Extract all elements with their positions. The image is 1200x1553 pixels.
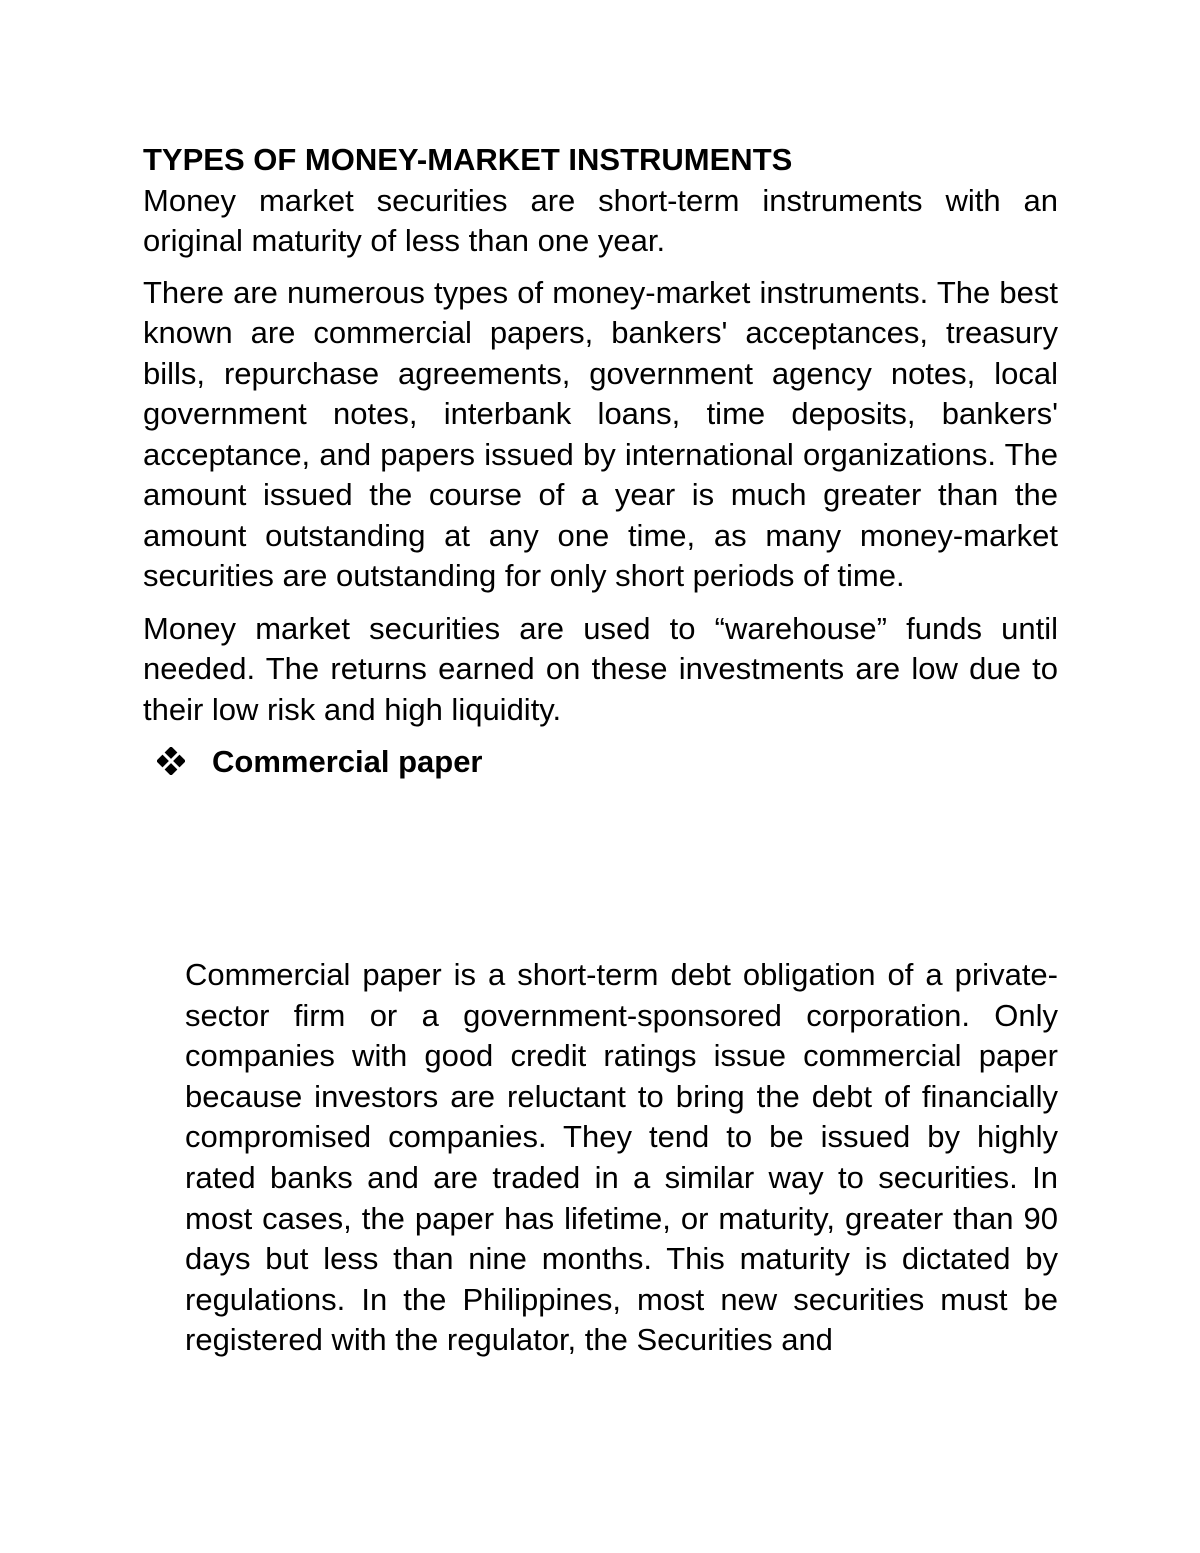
document-body: [143, 140, 1058, 783]
bullet-commercial-paper: [143, 742, 1058, 783]
paragraph-commercial-paper: Commercial paper is a short-term debt obligation of a private-sector firm or a government-sponsored corporation. Only companies with good credit ratings issue commercial paper because investors are reluctant to bring the debt of financially compromised companies. They tend to be issued by highly rated banks and are traded in a similar way to securities. In most cases, the paper has lifetime, or maturity, greater than 90 days but less than nine months. This maturity is dictated by regulations. In the Philippines, most new securities must be registered with the regulator, the Securities and: [185, 957, 1058, 1358]
bullet-label: Commercial paper: [212, 744, 483, 779]
section-heading: TYPES OF MONEY-MARKET INSTRUMENTS: [143, 142, 793, 177]
paragraph-instrument-types: There are numerous types of money-market instruments. The best known are commercial papers, bankers' acceptances, treasury bills, repurchase agreements, government agency notes, local government notes, interbank loans, time deposits, bankers' acceptance, and papers issued by international organizations. The amount issued the course of a year is much greater than the amount outstanding at any one time, as many money-market securities are outstanding for only short periods of time.: [143, 274, 1058, 593]
diamond-bullet-icon: [157, 743, 212, 783]
paragraph-warehouse-funds: Money market securities are used to “warehouse” funds until needed. The returns earned on these investments are low due to their low risk and high liquidity.: [143, 610, 1058, 727]
paragraph-definition: Money market securities are short-term instruments with an original maturity of less than one year.: [143, 182, 1058, 258]
